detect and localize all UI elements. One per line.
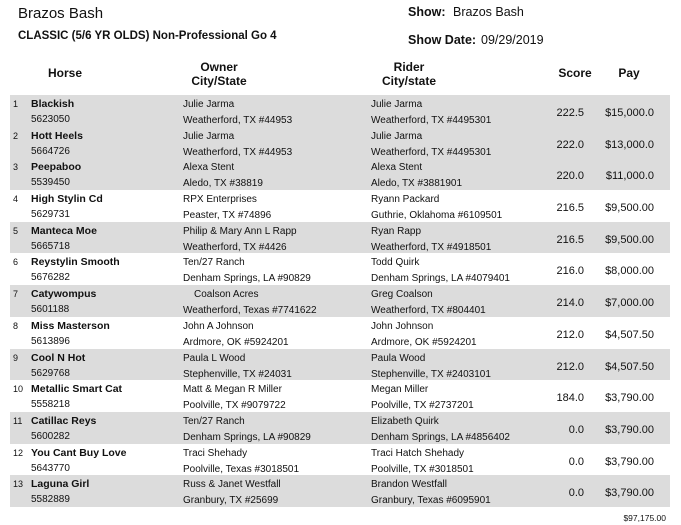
pay-value: $8,000.00: [605, 265, 654, 278]
pay-value: $15,000.0: [605, 107, 654, 119]
rider-name: Brandon Westfall: [371, 479, 447, 491]
pay-value: $9,500.00: [605, 233, 654, 246]
rider-name: Todd Quirk: [371, 257, 420, 269]
row-number: 2: [13, 130, 19, 141]
owner-location: Denham Springs, LA #90829: [183, 431, 311, 443]
owner-location: Aledo, TX #38819: [183, 178, 263, 190]
owner-name: Alexa Stent: [183, 162, 235, 174]
owner-location: Granbury, TX #25699: [183, 495, 279, 507]
pay-value: $4,507.50: [605, 360, 654, 373]
column-header-owner: [170, 60, 268, 88]
rider-location: Denham Springs, LA #4079401: [371, 273, 510, 285]
rider-location: Ardmore, OK #5924201: [371, 336, 477, 348]
row-number: 9: [13, 352, 19, 363]
horse-name: Peepaboo: [31, 161, 82, 174]
pay-value: $9,500.00: [605, 202, 654, 215]
column-header-rider-label: Rider: [393, 60, 425, 74]
event-title: Brazos Bash: [18, 5, 104, 22]
column-header-pay: [609, 66, 649, 80]
horse-name: Laguna Girl: [31, 478, 90, 491]
owner-location: Poolville, Texas #3018501: [183, 463, 300, 475]
row-number: 11: [13, 415, 23, 426]
owner-location: Denham Springs, LA #90829: [183, 273, 311, 285]
table-row: [10, 253, 670, 285]
row-number: 13: [13, 479, 24, 490]
rider-location: Poolville, TX #3018501: [371, 463, 474, 475]
horse-registration: 5601188: [31, 304, 70, 316]
horse-registration: 5623050: [31, 114, 70, 125]
horse-registration: 5664726: [31, 145, 70, 157]
owner-name: RPX Enterprises: [183, 194, 257, 206]
table-row: [10, 95, 670, 127]
pay-value: $3,790.00: [605, 487, 654, 500]
row-number: 6: [13, 257, 19, 268]
results-table: [10, 95, 670, 507]
rider-location: Denham Springs, LA #4856402: [371, 431, 510, 443]
horse-name: Miss Masterson: [31, 319, 110, 332]
table-row: [10, 317, 670, 349]
column-header-rider: [360, 60, 458, 88]
owner-location: Weatherford, TX #4426: [183, 241, 287, 253]
score-value: 0.0: [568, 423, 584, 436]
column-header-horse-label: Horse: [47, 66, 82, 80]
horse-registration: 5582889: [31, 494, 70, 506]
table-row: [10, 444, 670, 476]
table-row: [10, 475, 670, 507]
row-number: 1: [13, 99, 19, 109]
show-date-value: 09/29/2019: [481, 33, 544, 47]
pay-value: $13,000.0: [605, 138, 654, 151]
pay-value: $7,000.00: [605, 297, 654, 310]
row-number: 7: [13, 289, 19, 300]
rider-location: Weatherford, TX #4918501: [371, 241, 492, 253]
horse-name: Metallic Smart Cat: [31, 383, 123, 396]
owner-name: Russ & Janet Westfall: [183, 479, 281, 491]
rider-name: Elizabeth Quirk: [371, 415, 439, 427]
show-date-label: Show Date:: [408, 33, 477, 47]
score-value: 214.0: [556, 297, 584, 310]
score-value: 0.0: [568, 455, 584, 468]
rider-location: Weatherford, TX #804401: [371, 305, 486, 317]
pay-value: $3,790.00: [605, 455, 654, 468]
horse-registration: 5539450: [31, 177, 70, 189]
column-header-horse: [42, 66, 88, 80]
horse-name: Catillac Reys: [31, 414, 97, 427]
row-number: 4: [13, 194, 19, 205]
owner-location: Weatherford, TX #44953: [183, 115, 293, 126]
owner-location: Weatherford, TX #44953: [183, 146, 293, 158]
row-number: 10: [13, 384, 24, 395]
table-row: [10, 190, 670, 222]
rider-name: Paula Wood: [371, 352, 426, 364]
rider-name: Greg Coalson: [371, 289, 433, 301]
score-value: 216.0: [556, 265, 584, 278]
horse-registration: 5613896: [31, 335, 70, 347]
horse-registration: 5629731: [31, 209, 70, 221]
horse-registration: 5665718: [31, 240, 70, 252]
owner-location: Ardmore, OK #5924201: [183, 336, 289, 348]
column-header-score: [553, 66, 597, 80]
score-value: 212.0: [556, 328, 584, 341]
score-value: 220.0: [556, 170, 584, 183]
owner-name: Philip & Mary Ann L Rapp: [183, 225, 297, 237]
score-value: 184.0: [556, 392, 584, 405]
row-number: 8: [13, 320, 19, 331]
rider-name: Ryan Rapp: [371, 225, 422, 237]
column-header-owner-sublabel: City/State: [191, 74, 247, 88]
rider-location: Granbury, Texas #6095901: [371, 495, 491, 507]
owner-location: Poolville, TX #9079722: [183, 400, 286, 412]
owner-name: Matt & Megan R Miller: [183, 384, 282, 396]
show-value: Brazos Bash: [453, 5, 524, 19]
table-row: [10, 285, 670, 317]
owner-name: Julie Jarma: [183, 99, 235, 110]
horse-name: Catywompus: [31, 288, 97, 301]
table-row: [10, 380, 670, 412]
horse-name: Hott Heels: [31, 129, 83, 142]
pay-value: $4,507.50: [605, 328, 654, 341]
row-number: 12: [13, 447, 24, 458]
table-row: [10, 222, 670, 254]
horse-registration: 5629768: [31, 367, 70, 379]
owner-location: Stephenville, TX #24031: [183, 368, 292, 380]
owner-name: John A Johnson: [183, 320, 254, 332]
rider-name: Julie Jarma: [371, 99, 423, 110]
owner-name: Ten/27 Ranch: [183, 415, 245, 427]
score-value: 222.0: [556, 138, 584, 151]
horse-registration: 5600282: [31, 430, 70, 442]
owner-location: Weatherford, Texas #7741622: [183, 305, 317, 317]
column-header-pay-label: Pay: [618, 66, 640, 80]
horse-registration: 5676282: [31, 272, 70, 284]
rider-name: Ryann Packard: [371, 194, 440, 206]
column-header-rider-sublabel: City/state: [381, 74, 437, 88]
rider-location: Weatherford, TX #4495301: [371, 115, 492, 126]
rider-name: Alexa Stent: [371, 162, 423, 174]
row-number: 3: [13, 162, 19, 173]
class-title: CLASSIC (5/6 YR OLDS) Non-Professional Go 4: [18, 30, 277, 42]
rider-location: Aledo, TX #3881901: [371, 178, 463, 190]
rider-location: Weatherford, TX #4495301: [371, 146, 492, 158]
table-row: [10, 412, 670, 444]
column-header-score-label: Score: [558, 66, 592, 80]
rider-location: Stephenville, TX #2403101: [371, 368, 491, 380]
pay-value: $3,790.00: [605, 423, 654, 436]
rider-name: Traci Hatch Shehady: [371, 447, 465, 459]
horse-name: High Stylin Cd: [31, 193, 103, 206]
table-row: [10, 158, 670, 190]
table-row: [10, 349, 670, 381]
horse-name: Blackish: [31, 98, 75, 110]
pay-value: $3,790.00: [605, 392, 654, 405]
owner-name: Julie Jarma: [183, 130, 235, 142]
total-payout: $97,175.00: [623, 513, 666, 523]
score-value: 216.5: [556, 233, 584, 246]
score-value: 212.0: [556, 360, 584, 373]
horse-name: Manteca Moe: [31, 224, 97, 237]
horse-registration: 5643770: [31, 462, 70, 474]
column-header-owner-label: Owner: [200, 60, 238, 74]
owner-location: Peaster, TX #74896: [183, 210, 272, 222]
owner-name: Coalson Acres: [194, 289, 259, 301]
horse-registration: 5558218: [31, 399, 70, 411]
owner-name: Paula L Wood: [183, 352, 246, 364]
pay-value: $11,000.0: [605, 170, 654, 183]
show-label: Show:: [408, 5, 446, 19]
horse-name: Cool N Hot: [31, 351, 86, 364]
row-number: 5: [13, 225, 19, 236]
owner-name: Ten/27 Ranch: [183, 257, 245, 269]
rider-name: Julie Jarma: [371, 130, 423, 142]
rider-location: Guthrie, Oklahoma #6109501: [371, 210, 503, 222]
table-row: [10, 127, 670, 159]
score-value: 222.5: [556, 107, 584, 119]
horse-name: Reystylin Smooth: [31, 256, 120, 269]
horse-name: You Cant Buy Love: [31, 446, 127, 459]
owner-name: Traci Shehady: [183, 447, 248, 459]
rider-name: Megan Miller: [371, 384, 429, 396]
score-value: 0.0: [568, 487, 584, 500]
score-value: 216.5: [556, 202, 584, 215]
rider-location: Poolville, TX #2737201: [371, 400, 474, 412]
rider-name: John Johnson: [371, 320, 434, 332]
